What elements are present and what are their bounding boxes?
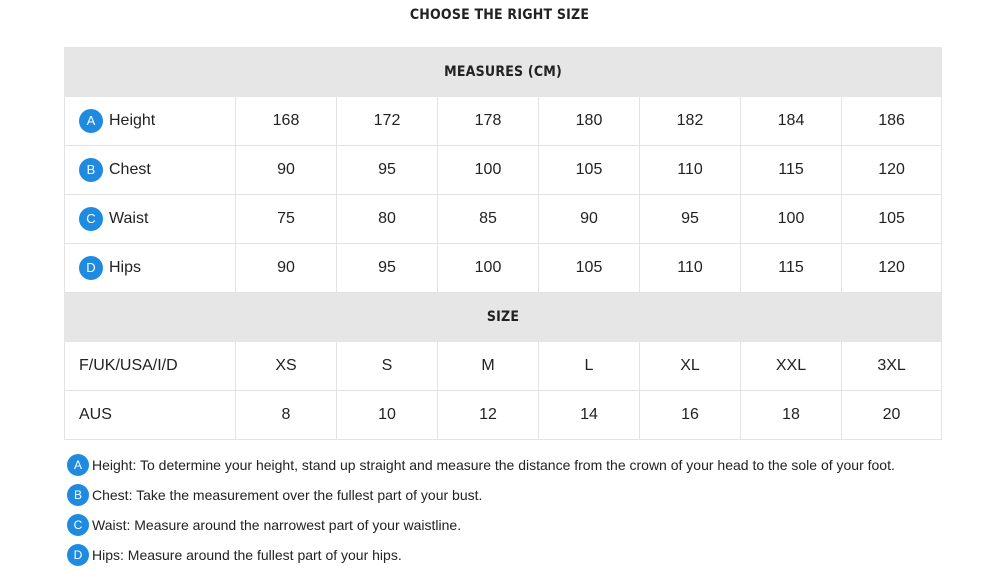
table-cell: 186 — [842, 97, 942, 146]
table-cell: 115 — [741, 244, 842, 293]
size-row-international — [65, 342, 942, 391]
letter-b-badge-icon: B — [67, 484, 89, 506]
table-cell: XL — [640, 342, 741, 391]
table-cell: 120 — [842, 146, 942, 195]
table-cell: 90 — [236, 244, 337, 293]
table-cell: L — [539, 342, 640, 391]
table-cell: 16 — [640, 391, 741, 440]
letter-b-badge-icon: B — [79, 158, 103, 182]
row-label: Height — [109, 112, 156, 130]
table-cell: 105 — [539, 146, 640, 195]
row-label-cell — [65, 244, 236, 293]
table-cell: 20 — [842, 391, 942, 440]
note-height — [67, 450, 967, 480]
table-cell: 95 — [640, 195, 741, 244]
table-cell: 115 — [741, 146, 842, 195]
table-cell: 8 — [236, 391, 337, 440]
table-cell: 120 — [842, 244, 942, 293]
table-cell: 95 — [337, 244, 438, 293]
row-label: F/UK/USA/I/D — [65, 342, 236, 391]
note-text: Chest: Take the measurement over the fullest part of your bust. — [92, 487, 483, 503]
table-cell: S — [337, 342, 438, 391]
table-cell: 110 — [640, 146, 741, 195]
table-cell: 10 — [337, 391, 438, 440]
measure-row-height — [65, 97, 942, 146]
row-label-cell — [65, 97, 236, 146]
note-chest — [67, 480, 967, 510]
table-cell: 100 — [438, 244, 539, 293]
letter-a-badge-icon: A — [79, 109, 103, 133]
table-cell: 95 — [337, 146, 438, 195]
table-cell: 14 — [539, 391, 640, 440]
table-cell: XS — [236, 342, 337, 391]
table-cell: 3XL — [842, 342, 942, 391]
row-label: Hips — [109, 259, 142, 277]
measurement-notes — [67, 450, 967, 570]
measures-header-row — [65, 48, 942, 97]
table-cell: 110 — [640, 244, 741, 293]
table-cell: 168 — [236, 97, 337, 146]
table-cell: 75 — [236, 195, 337, 244]
row-label: Chest — [109, 161, 151, 179]
size-row-aus — [65, 391, 942, 440]
measure-row-waist — [65, 195, 942, 244]
letter-d-badge-icon: D — [67, 544, 89, 566]
table-cell: 184 — [741, 97, 842, 146]
table-cell: 90 — [539, 195, 640, 244]
table-cell: XXL — [741, 342, 842, 391]
note-text: Height: To determine your height, stand up straight and measure the distance from the crown of your head to the sole of your foot. — [92, 457, 895, 473]
size-header-row — [65, 293, 942, 342]
page-title: CHOOSE THE RIGHT SIZE — [409, 7, 590, 23]
measure-row-chest — [65, 146, 942, 195]
note-text: Hips: Measure around the fullest part of your hips. — [92, 547, 402, 563]
table-cell: 182 — [640, 97, 741, 146]
row-label: AUS — [65, 391, 236, 440]
size-chart-table — [64, 47, 942, 440]
table-cell: 85 — [438, 195, 539, 244]
table-cell: 105 — [539, 244, 640, 293]
size-header: SIZE — [65, 293, 942, 342]
letter-a-badge-icon: A — [67, 454, 89, 476]
table-cell: 100 — [438, 146, 539, 195]
note-hips — [67, 540, 967, 570]
measures-header: MEASURES (CM) — [65, 48, 942, 97]
table-cell: M — [438, 342, 539, 391]
table-cell: 180 — [539, 97, 640, 146]
table-cell: 90 — [236, 146, 337, 195]
row-label: Waist — [109, 210, 149, 228]
table-cell: 172 — [337, 97, 438, 146]
table-cell: 12 — [438, 391, 539, 440]
table-cell: 178 — [438, 97, 539, 146]
table-cell: 100 — [741, 195, 842, 244]
note-text: Waist: Measure around the narrowest part of your waistline. — [92, 517, 462, 533]
table-cell: 18 — [741, 391, 842, 440]
measure-row-hips — [65, 244, 942, 293]
note-waist — [67, 510, 967, 540]
row-label-cell — [65, 195, 236, 244]
letter-c-badge-icon: C — [67, 514, 89, 536]
letter-c-badge-icon: C — [79, 207, 103, 231]
table-cell: 105 — [842, 195, 942, 244]
table-cell: 80 — [337, 195, 438, 244]
row-label-cell — [65, 146, 236, 195]
letter-d-badge-icon: D — [79, 256, 103, 280]
